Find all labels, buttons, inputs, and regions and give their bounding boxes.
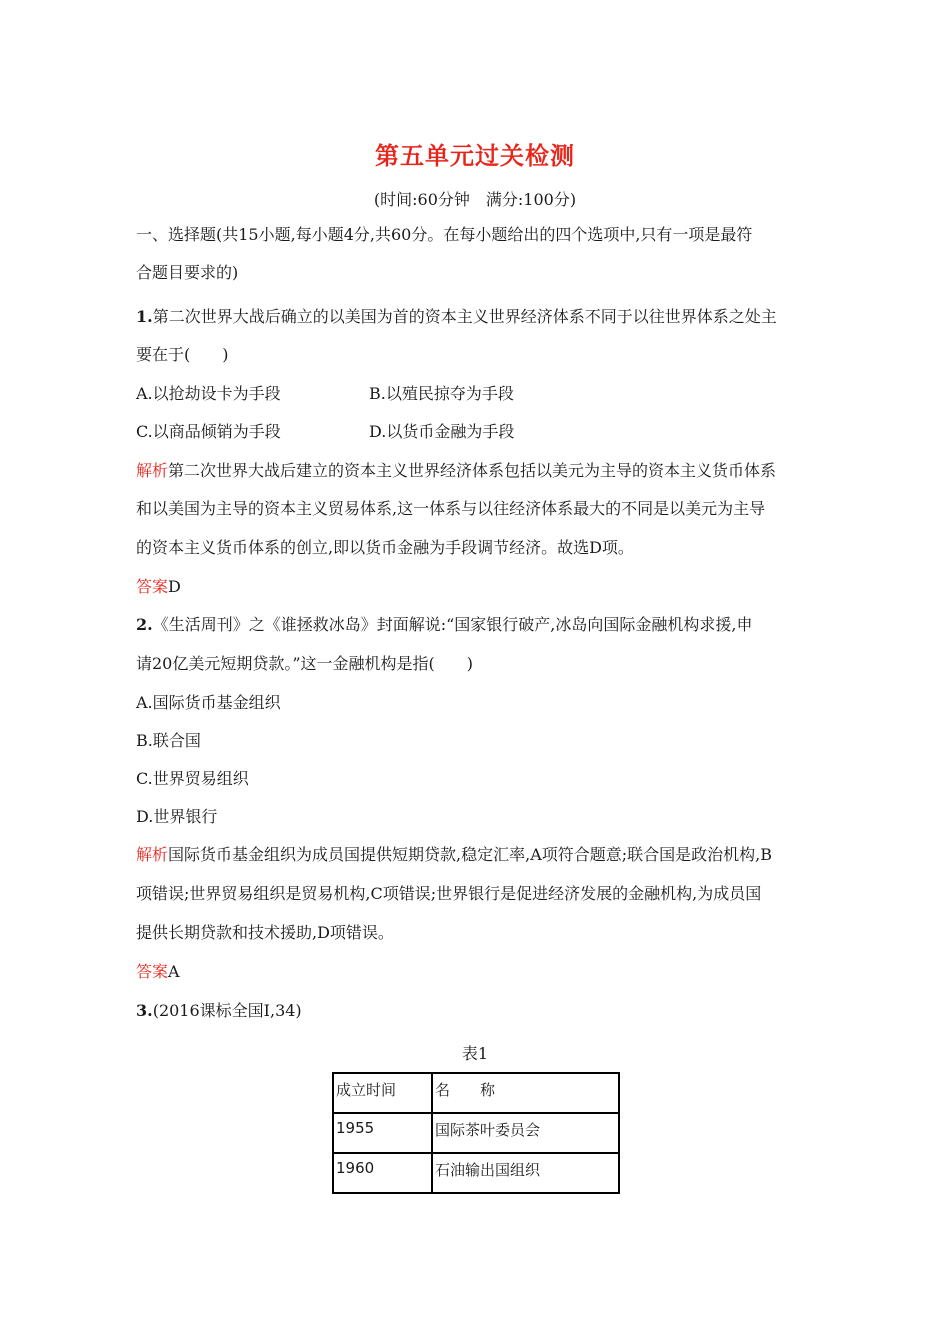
question-1-answer (136, 576, 181, 598)
question-2-answer (136, 961, 180, 983)
answer-label: 答案 (136, 962, 169, 981)
question-1-analysis-line3: 的资本主义货币体系的创立,即以货币金融为手段调节经济。故选D项。 (136, 538, 634, 557)
table-header-row (333, 1073, 619, 1113)
question-2-stem (136, 614, 752, 636)
question-2-stem-line2: 请20亿美元短期贷款。”这一金融机构是指( ) (136, 654, 474, 673)
exam-time-score: (时间:60分钟 满分:100分) (373, 190, 577, 209)
table-cell: 1955 (333, 1113, 432, 1153)
question-number: 2. (136, 615, 153, 634)
question-2-option-c: C.世界贸易组织 (136, 769, 249, 788)
question-1-option-a: A.以抢劫设卡为手段 (136, 384, 281, 403)
analysis-label: 解析 (136, 461, 169, 480)
table-cell: 1960 (333, 1153, 432, 1193)
question-1-stem (136, 306, 777, 328)
question-number: 1. (136, 307, 153, 326)
question-2-analysis-line3: 提供长期贷款和技术援助,D项错误。 (136, 923, 394, 942)
table-header-cell: 成立时间 (333, 1073, 432, 1113)
question-text: 《生活周刊》之《谁拯救冰岛》封面解说:“国家银行破产,冰岛向国际金融机构求援,申 (152, 615, 753, 634)
question-number: 3. (136, 1001, 153, 1020)
question-1-analysis (136, 460, 776, 482)
table-caption: 表1 (461, 1044, 489, 1063)
question-2-option-a: A.国际货币基金组织 (136, 693, 281, 712)
table-row (333, 1153, 619, 1193)
section-instructions-line2: 合题目要求的) (136, 263, 239, 282)
question-2-analysis (136, 844, 772, 866)
section-instructions-line1: 一、选择题(共15小题,每小题4分,共60分。在每小题给出的四个选项中,只有一项是最符 (136, 225, 753, 244)
analysis-text: 第二次世界大战后建立的资本主义世界经济体系包括以美元为主导的资本主义货币体系 (168, 461, 777, 480)
table-row (333, 1113, 619, 1153)
table-header-cell: 名 称 (432, 1073, 619, 1113)
question-2-option-b: B.联合国 (136, 731, 201, 750)
question-source: (2016课标全国Ⅰ,34) (152, 1001, 302, 1020)
table-cell: 石油输出国组织 (432, 1153, 619, 1193)
question-3-stem (136, 1000, 302, 1022)
question-text: 第二次世界大战后确立的以美国为首的资本主义世界经济体系不同于以往世界体系之处主 (152, 307, 777, 326)
analysis-text: 国际货币基金组织为成员国提供短期贷款,稳定汇率,A项符合题意;联合国是政治机构,B (168, 845, 772, 864)
question-1-analysis-line2: 和以美国为主导的资本主义贸易体系,这一体系与以往经济体系最大的不同是以美元为主导 (136, 499, 766, 518)
question-1-option-b: B.以殖民掠夺为手段 (369, 384, 514, 403)
question-1-stem-line2: 要在于( ) (136, 345, 229, 364)
analysis-label: 解析 (136, 845, 169, 864)
question-1-option-c: C.以商品倾销为手段 (136, 422, 281, 441)
question-2-option-d: D.世界银行 (136, 807, 218, 826)
answer-value: A (168, 962, 180, 981)
table-cell: 国际茶叶委员会 (432, 1113, 619, 1153)
data-table (332, 1072, 620, 1194)
answer-value: D (168, 577, 181, 596)
question-1-option-d: D.以货币金融为手段 (369, 422, 515, 441)
question-2-analysis-line2: 项错误;世界贸易组织是贸易机构,C项错误;世界银行是促进经济发展的金融机构,为成员国 (136, 884, 762, 903)
page-title: 第五单元过关检测 (375, 142, 575, 170)
answer-label: 答案 (136, 577, 169, 596)
